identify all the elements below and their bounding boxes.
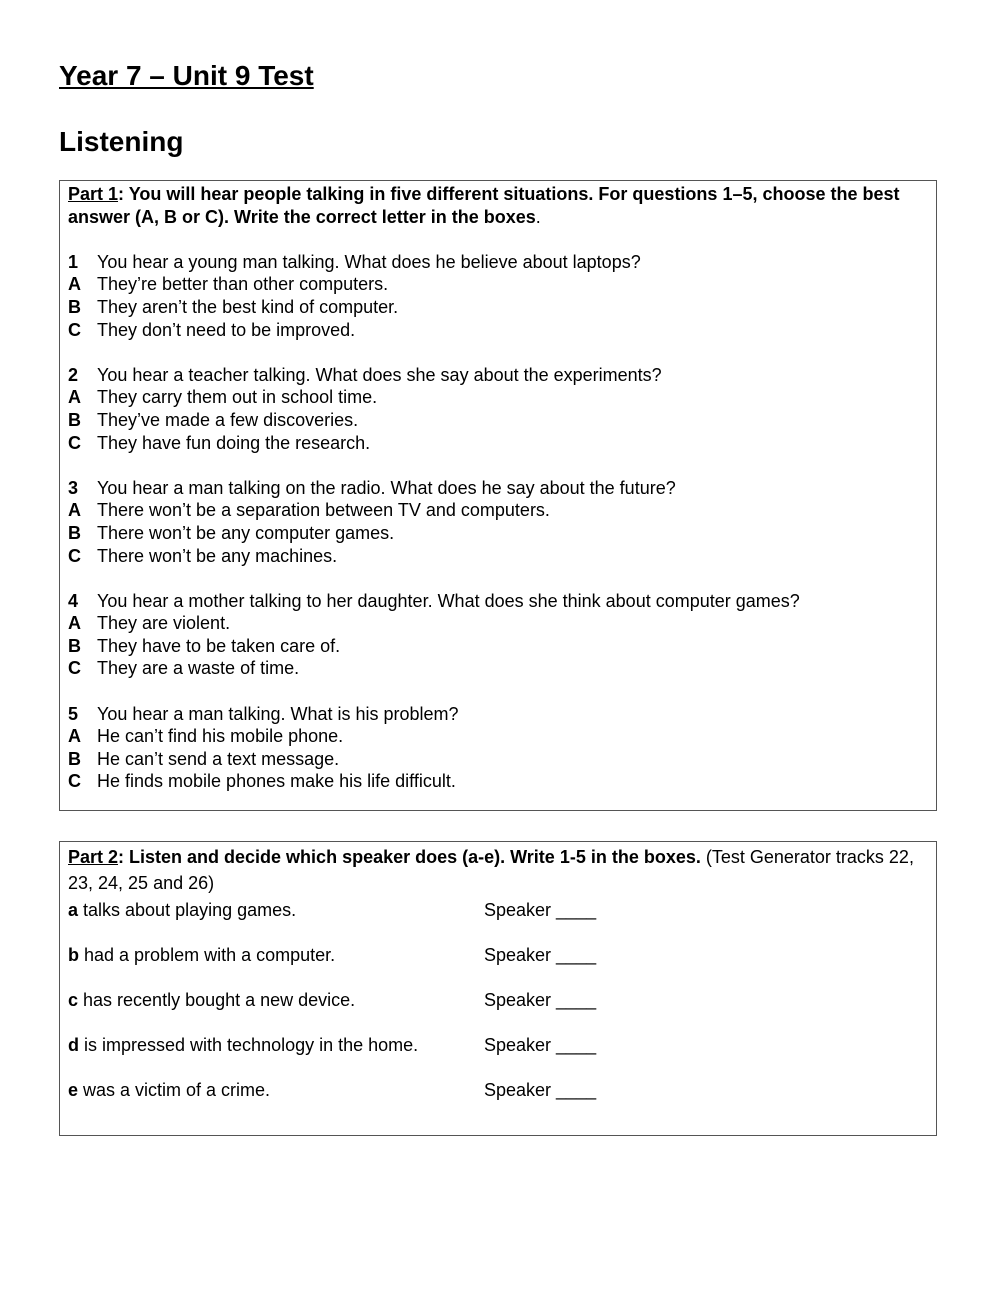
matching-item-e	[68, 1079, 928, 1124]
question-number: 4	[68, 590, 79, 611]
option-letter: C	[68, 658, 81, 679]
option-letter: C	[68, 432, 81, 453]
answer-option	[68, 273, 928, 296]
option-letter: B	[68, 635, 81, 656]
option-letter: B	[68, 409, 81, 430]
matching-statement: e was a victim of a crime.	[68, 1080, 271, 1100]
option-letter: B	[68, 748, 81, 769]
matching-item-c	[68, 989, 928, 1034]
answer-option	[68, 657, 928, 680]
question-stem	[68, 251, 928, 274]
part2-instruction: Part 2: Listen and decide which speaker does (a-e). Write 1-5 in the boxes. (Test Generator tracks 22, 23, 24, 25 and 26)	[68, 847, 914, 893]
answer-option	[68, 545, 928, 568]
option-text: There won’t be a separation between TV and computers.	[97, 500, 550, 521]
option-text: They are a waste of time.	[97, 658, 300, 679]
speaker-blank[interactable]: Speaker ____	[484, 945, 597, 965]
matching-item-b	[68, 944, 928, 989]
question-stem	[68, 590, 928, 613]
question-1	[68, 251, 928, 341]
option-letter: C	[68, 545, 81, 566]
question-text: You hear a teacher talking. What does she say about the experiments?	[97, 364, 662, 385]
speaker-blank[interactable]: Speaker ____	[484, 900, 597, 920]
answer-option	[68, 409, 928, 432]
question-text: You hear a man talking on the radio. What does he say about the future?	[97, 477, 676, 498]
question-stem	[68, 703, 928, 726]
question-4	[68, 590, 928, 680]
option-letter: A	[68, 274, 81, 295]
answer-option	[68, 319, 928, 342]
option-letter: A	[68, 387, 81, 408]
option-letter: A	[68, 726, 81, 747]
matching-item-d	[68, 1034, 928, 1079]
question-number: 2	[68, 364, 79, 385]
part2-label: Part 2	[68, 847, 119, 867]
part2-box	[59, 841, 937, 1136]
question-list	[68, 251, 928, 793]
question-stem	[68, 364, 928, 387]
matching-item-a	[68, 899, 928, 944]
option-text: They are violent.	[97, 613, 231, 634]
question-3	[68, 477, 928, 567]
question-text: You hear a mother talking to her daughter. What does she think about computer games?	[97, 590, 800, 611]
question-5	[68, 703, 928, 793]
option-text: They aren’t the best kind of computer.	[97, 296, 399, 317]
option-letter: A	[68, 613, 81, 634]
answer-option	[68, 432, 928, 455]
answer-option	[68, 522, 928, 545]
option-text: There won’t be any machines.	[97, 545, 338, 566]
question-number: 1	[68, 251, 79, 272]
answer-option	[68, 499, 928, 522]
answer-option	[68, 770, 928, 793]
option-letter: B	[68, 522, 81, 543]
section-heading: Listening	[59, 126, 184, 157]
matching-statement: d is impressed with technology in the home.	[68, 1035, 419, 1055]
matching-list	[68, 899, 928, 1124]
option-text: There won’t be any computer games.	[97, 522, 395, 543]
option-text: They have to be taken care of.	[97, 635, 341, 656]
option-letter: B	[68, 296, 81, 317]
question-stem	[68, 477, 928, 500]
answer-option	[68, 635, 928, 658]
answer-option	[68, 725, 928, 748]
speaker-blank[interactable]: Speaker ____	[484, 1035, 597, 1055]
matching-statement: a talks about playing games.	[68, 900, 297, 920]
page-title: Year 7 – Unit 9 Test	[59, 60, 314, 91]
option-text: They carry them out in school time.	[97, 387, 378, 408]
answer-option	[68, 296, 928, 319]
option-letter: A	[68, 500, 81, 521]
question-number: 5	[68, 703, 79, 724]
option-text: He finds mobile phones make his life difficult.	[97, 771, 456, 792]
part1-label: Part 1	[68, 184, 119, 204]
option-letter: C	[68, 319, 81, 340]
answer-option	[68, 386, 928, 409]
question-text: You hear a man talking. What is his problem?	[97, 703, 459, 724]
option-text: They’ve made a few discoveries.	[97, 409, 359, 430]
answer-option	[68, 748, 928, 771]
part1-box	[59, 180, 937, 811]
option-text: He can’t send a text message.	[97, 748, 340, 769]
question-2	[68, 364, 928, 454]
option-text: He can’t find his mobile phone.	[97, 726, 344, 747]
matching-statement: c has recently bought a new device.	[68, 990, 356, 1010]
option-text: They’re better than other computers.	[97, 274, 389, 295]
option-text: They don’t need to be improved.	[97, 319, 356, 340]
answer-option	[68, 612, 928, 635]
question-number: 3	[68, 477, 79, 498]
speaker-blank[interactable]: Speaker ____	[484, 990, 597, 1010]
option-letter: C	[68, 771, 81, 792]
matching-statement: b had a problem with a computer.	[68, 945, 336, 965]
option-text: They have fun doing the research.	[97, 432, 371, 453]
speaker-blank[interactable]: Speaker ____	[484, 1080, 597, 1100]
part1-instruction: Part 1: You will hear people talking in five different situations. For questions 1–5, choose the best answer (A, B or C). Write the correct letter in the boxes.	[68, 184, 900, 227]
question-text: You hear a young man talking. What does he believe about laptops?	[97, 251, 641, 272]
